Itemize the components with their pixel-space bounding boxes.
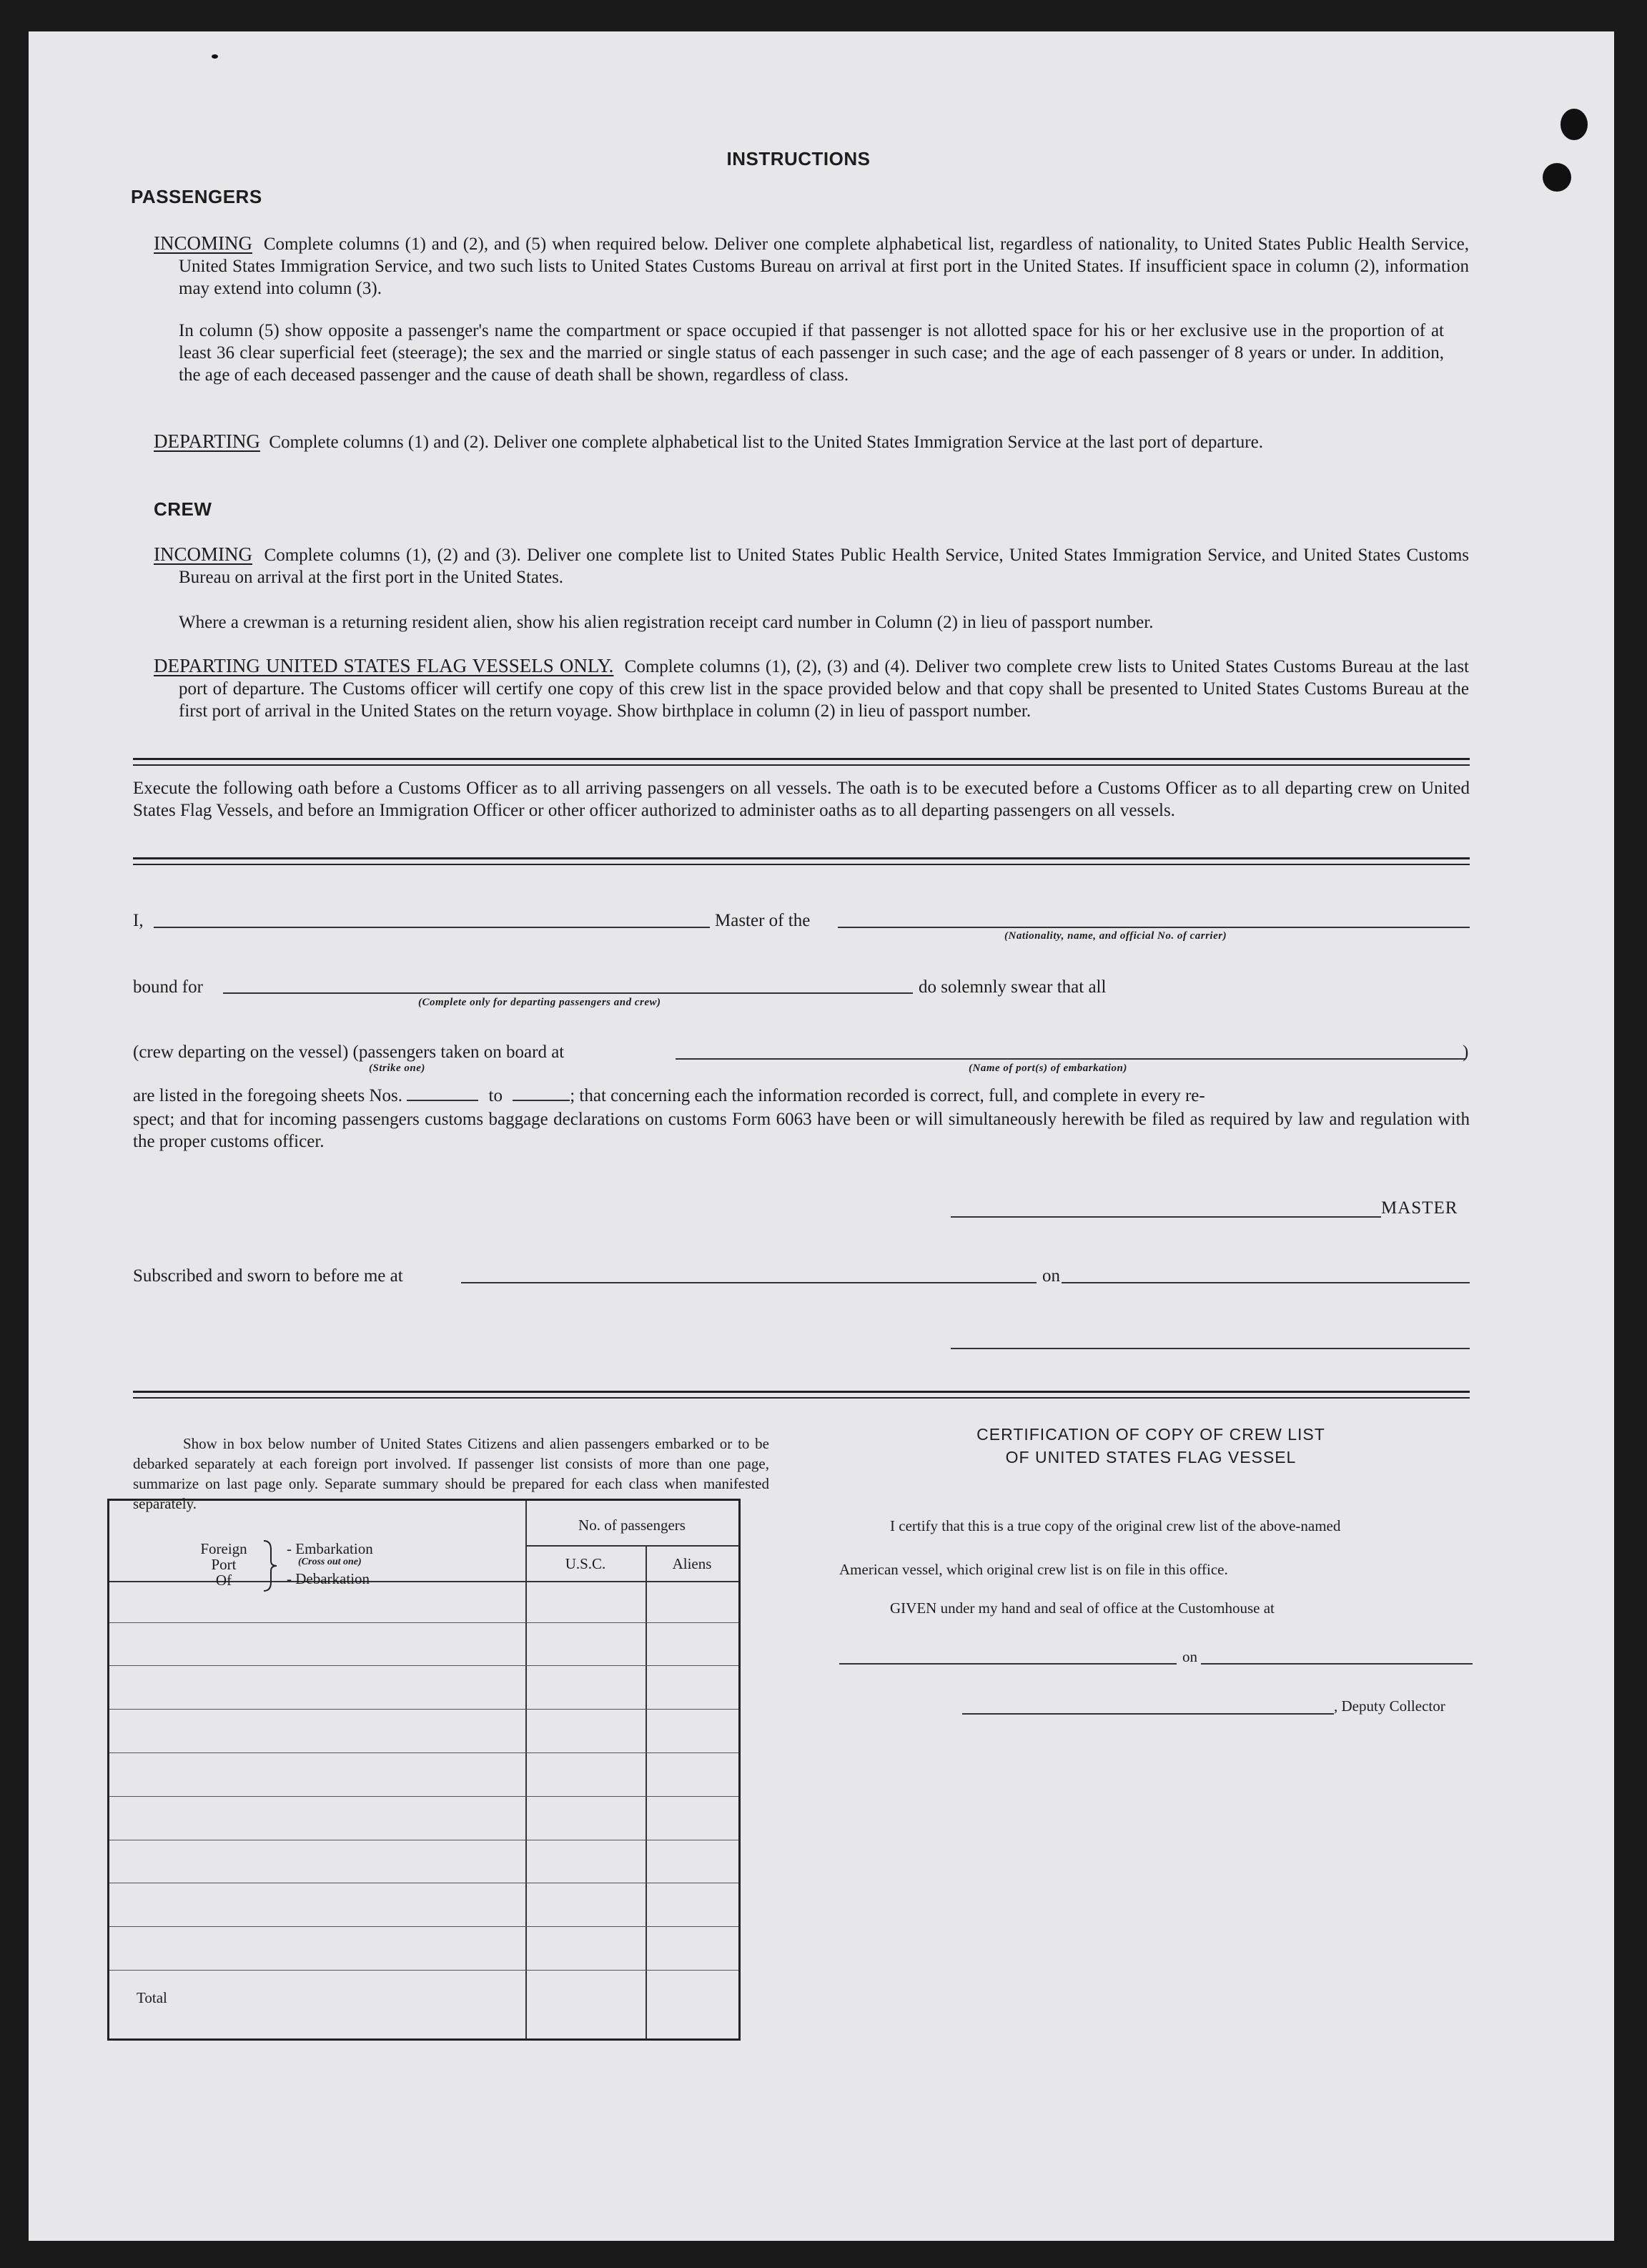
table-row bbox=[109, 1665, 738, 1666]
listed-to: to bbox=[488, 1086, 503, 1105]
oath-instructions: Execute the following oath before a Customs Officer as to all arriving passengers on all vessels. The oath is to be executed before a Customs Officer as to all departing crew on United States Flag Vessels, and before an Immigration Officer or other officer authorized to administer oaths as to all departing passengers on all vessels. bbox=[133, 779, 1470, 820]
table-header-divider bbox=[525, 1545, 738, 1547]
scan-speck bbox=[212, 54, 218, 59]
close-paren: ) bbox=[1463, 1042, 1469, 1062]
bound-for-field[interactable] bbox=[223, 992, 913, 994]
port-label: Port bbox=[211, 1556, 237, 1573]
section-divider bbox=[133, 857, 1470, 865]
strike-note: (Strike one) bbox=[369, 1062, 425, 1074]
crew-heading: CREW bbox=[154, 498, 212, 520]
total-label: Total bbox=[137, 1989, 167, 2006]
listed-line1 bbox=[133, 1086, 1205, 1106]
crew-incoming-text: Complete columns (1), (2) and (3). Deliver one complete list to United States Public Health Service, United States Immigration Service, and United States Customs Bureau on arrival at the first port in the United States. bbox=[179, 546, 1470, 587]
deputy-signature-field[interactable] bbox=[962, 1713, 1334, 1715]
scan-speck bbox=[1561, 109, 1588, 140]
subscribed-label: Subscribed and sworn to before me at bbox=[133, 1266, 403, 1286]
section-divider bbox=[133, 1391, 1470, 1399]
sworn-place-field[interactable] bbox=[461, 1282, 1037, 1283]
sworn-on-label: on bbox=[1042, 1266, 1060, 1286]
master-label: MASTER bbox=[1381, 1198, 1458, 1218]
nationality-note: (Nationality, name, and official No. of carrier) bbox=[1004, 930, 1227, 942]
crew-departing-label: DEPARTING UNITED STATES FLAG VESSELS ONLY. bbox=[154, 655, 614, 676]
master-signature-field[interactable] bbox=[951, 1216, 1381, 1218]
table-row bbox=[109, 1796, 738, 1797]
crew-departing-paragraph bbox=[154, 655, 1469, 722]
debarkation-label: - Debarkation bbox=[287, 1570, 370, 1587]
cert-on-label: on bbox=[1182, 1648, 1197, 1665]
listed-suffix: ; that concerning each the information recorded is correct, full, and complete in every re- bbox=[570, 1086, 1205, 1105]
crew-departing-label: (crew departing on the vessel) (passengers taken on board at bbox=[133, 1042, 565, 1062]
sworn-date-field[interactable] bbox=[1062, 1282, 1470, 1283]
certify-line1: I certify that this is a true copy of the original crew list of the above-named bbox=[890, 1517, 1341, 1534]
bound-for-label: bound for bbox=[133, 977, 203, 997]
crew-incoming-paragraph bbox=[154, 543, 1469, 588]
embarkation-label: - Embarkation bbox=[287, 1540, 373, 1557]
cross-out-note: (Cross out one) bbox=[298, 1557, 362, 1567]
swear-label: do solemnly swear that all bbox=[919, 977, 1107, 997]
given-line: GIVEN under my hand and seal of office at the Customhouse at bbox=[890, 1599, 1275, 1617]
passengers-column5-paragraph: In column (5) show opposite a passenger's name the compartment or space occupied if that passenger is not allotted space for his or her exclusive use in the proportion of at least 36 clear superficial feet (steerage); the sex and the married or single status of each passenger in such case; and the age of each passenger of 8 years or under. In addition, the age of each deceased passenger and the cause of death shall be shown, regardless of class. bbox=[179, 321, 1444, 385]
page-title: INSTRUCTIONS bbox=[726, 148, 871, 169]
passenger-summary-table bbox=[107, 1499, 741, 2041]
foreign-label: Foreign bbox=[200, 1540, 247, 1557]
sheet-to-field[interactable] bbox=[513, 1100, 570, 1101]
cert-date-field[interactable] bbox=[1201, 1663, 1473, 1665]
crew-incoming-label: INCOMING bbox=[154, 543, 252, 565]
deputy-collector-label: , Deputy Collector bbox=[1334, 1697, 1445, 1715]
oath-i-label: I, bbox=[133, 911, 144, 930]
usc-header: U.S.C. bbox=[565, 1555, 606, 1572]
master-name-field[interactable] bbox=[154, 927, 710, 928]
table-row bbox=[109, 1709, 738, 1710]
passengers-heading: PASSENGERS bbox=[131, 186, 262, 207]
certification-title-line2: OF UNITED STATES FLAG VESSEL bbox=[1005, 1448, 1297, 1466]
table-row bbox=[109, 1622, 738, 1623]
passengers-departing-text: Complete columns (1) and (2). Deliver one complete alphabetical list to the United States Immigration Service at the last port of departure. bbox=[269, 433, 1263, 452]
table-row bbox=[109, 1926, 738, 1927]
passengers-departing-paragraph bbox=[154, 430, 1469, 453]
table-row bbox=[109, 1752, 738, 1753]
certify-line2: American vessel, which original crew list is on file in this office. bbox=[839, 1561, 1228, 1578]
listed-prefix: are listed in the foregoing sheets Nos. bbox=[133, 1086, 402, 1105]
sheet-from-field[interactable] bbox=[407, 1100, 478, 1101]
certification-title bbox=[829, 1423, 1473, 1469]
table-col-divider bbox=[646, 1545, 647, 2038]
section-divider bbox=[133, 758, 1470, 766]
passengers-incoming-text: Complete columns (1) and (2), and (5) when required below. Deliver one complete alphabetical list, regardless of nationality, to United States Public Health Service, United States Immigration Service, and two such lists to United States Customs Bureau on arrival at first port in the United States. If insufficient space in column (2), information may extend into column (3). bbox=[179, 235, 1470, 298]
listed-rest: spect; and that for incoming passengers customs baggage declarations on customs Form 6063 have been or will simultaneously herewith be filed as required by law and regulation with the proper customs officer. bbox=[133, 1110, 1470, 1151]
crew-departing-text: Complete columns (1), (2), (3) and (4). Deliver two complete crew lists to United States Customs Bureau at the last port of departure. The Customs officer will certify one copy of this crew list in the space provided below and that copy shall be presented to United States Customs Bureau at the first port of arrival in the United States on the return voyage. Show birthplace in column (2) in lieu of passport number. bbox=[179, 657, 1469, 721]
port-note: (Name of port(s) of embarkation) bbox=[969, 1062, 1127, 1074]
carrier-field[interactable] bbox=[838, 927, 1470, 928]
customhouse-field[interactable] bbox=[839, 1663, 1177, 1665]
foreign-port-of-label bbox=[188, 1541, 259, 1588]
officer-signature-field[interactable] bbox=[951, 1348, 1470, 1349]
passengers-incoming-paragraph bbox=[154, 232, 1469, 300]
passengers-departing-label: DEPARTING bbox=[154, 430, 260, 452]
brace-icon bbox=[261, 1539, 280, 1592]
embarkation-port-field[interactable] bbox=[676, 1058, 1465, 1060]
passengers-incoming-label: INCOMING bbox=[154, 232, 252, 254]
departing-note: (Complete only for departing passengers and crew) bbox=[418, 997, 661, 1008]
crew-resident-paragraph: Where a crewman is a returning resident alien, show his alien registration receipt card number in Column (2) in lieu of passport number. bbox=[179, 613, 1154, 632]
aliens-header: Aliens bbox=[672, 1555, 712, 1572]
certification-title-line1: CERTIFICATION OF COPY OF CREW LIST bbox=[976, 1425, 1325, 1444]
no-passengers-header: No. of passengers bbox=[578, 1517, 686, 1534]
summary-instructions: Show in box below number of United States Citizens and alien passengers embarked or to be debarked separately at each foreign port involved. If passenger list consists of more than one page, summarize on last page only. Separate summary should be prepared for each class when manifested separately. bbox=[133, 1435, 769, 1512]
table-row bbox=[109, 1970, 738, 1971]
oath-master-of-label: Master of the bbox=[715, 911, 811, 930]
of-label: Of bbox=[215, 1572, 232, 1589]
